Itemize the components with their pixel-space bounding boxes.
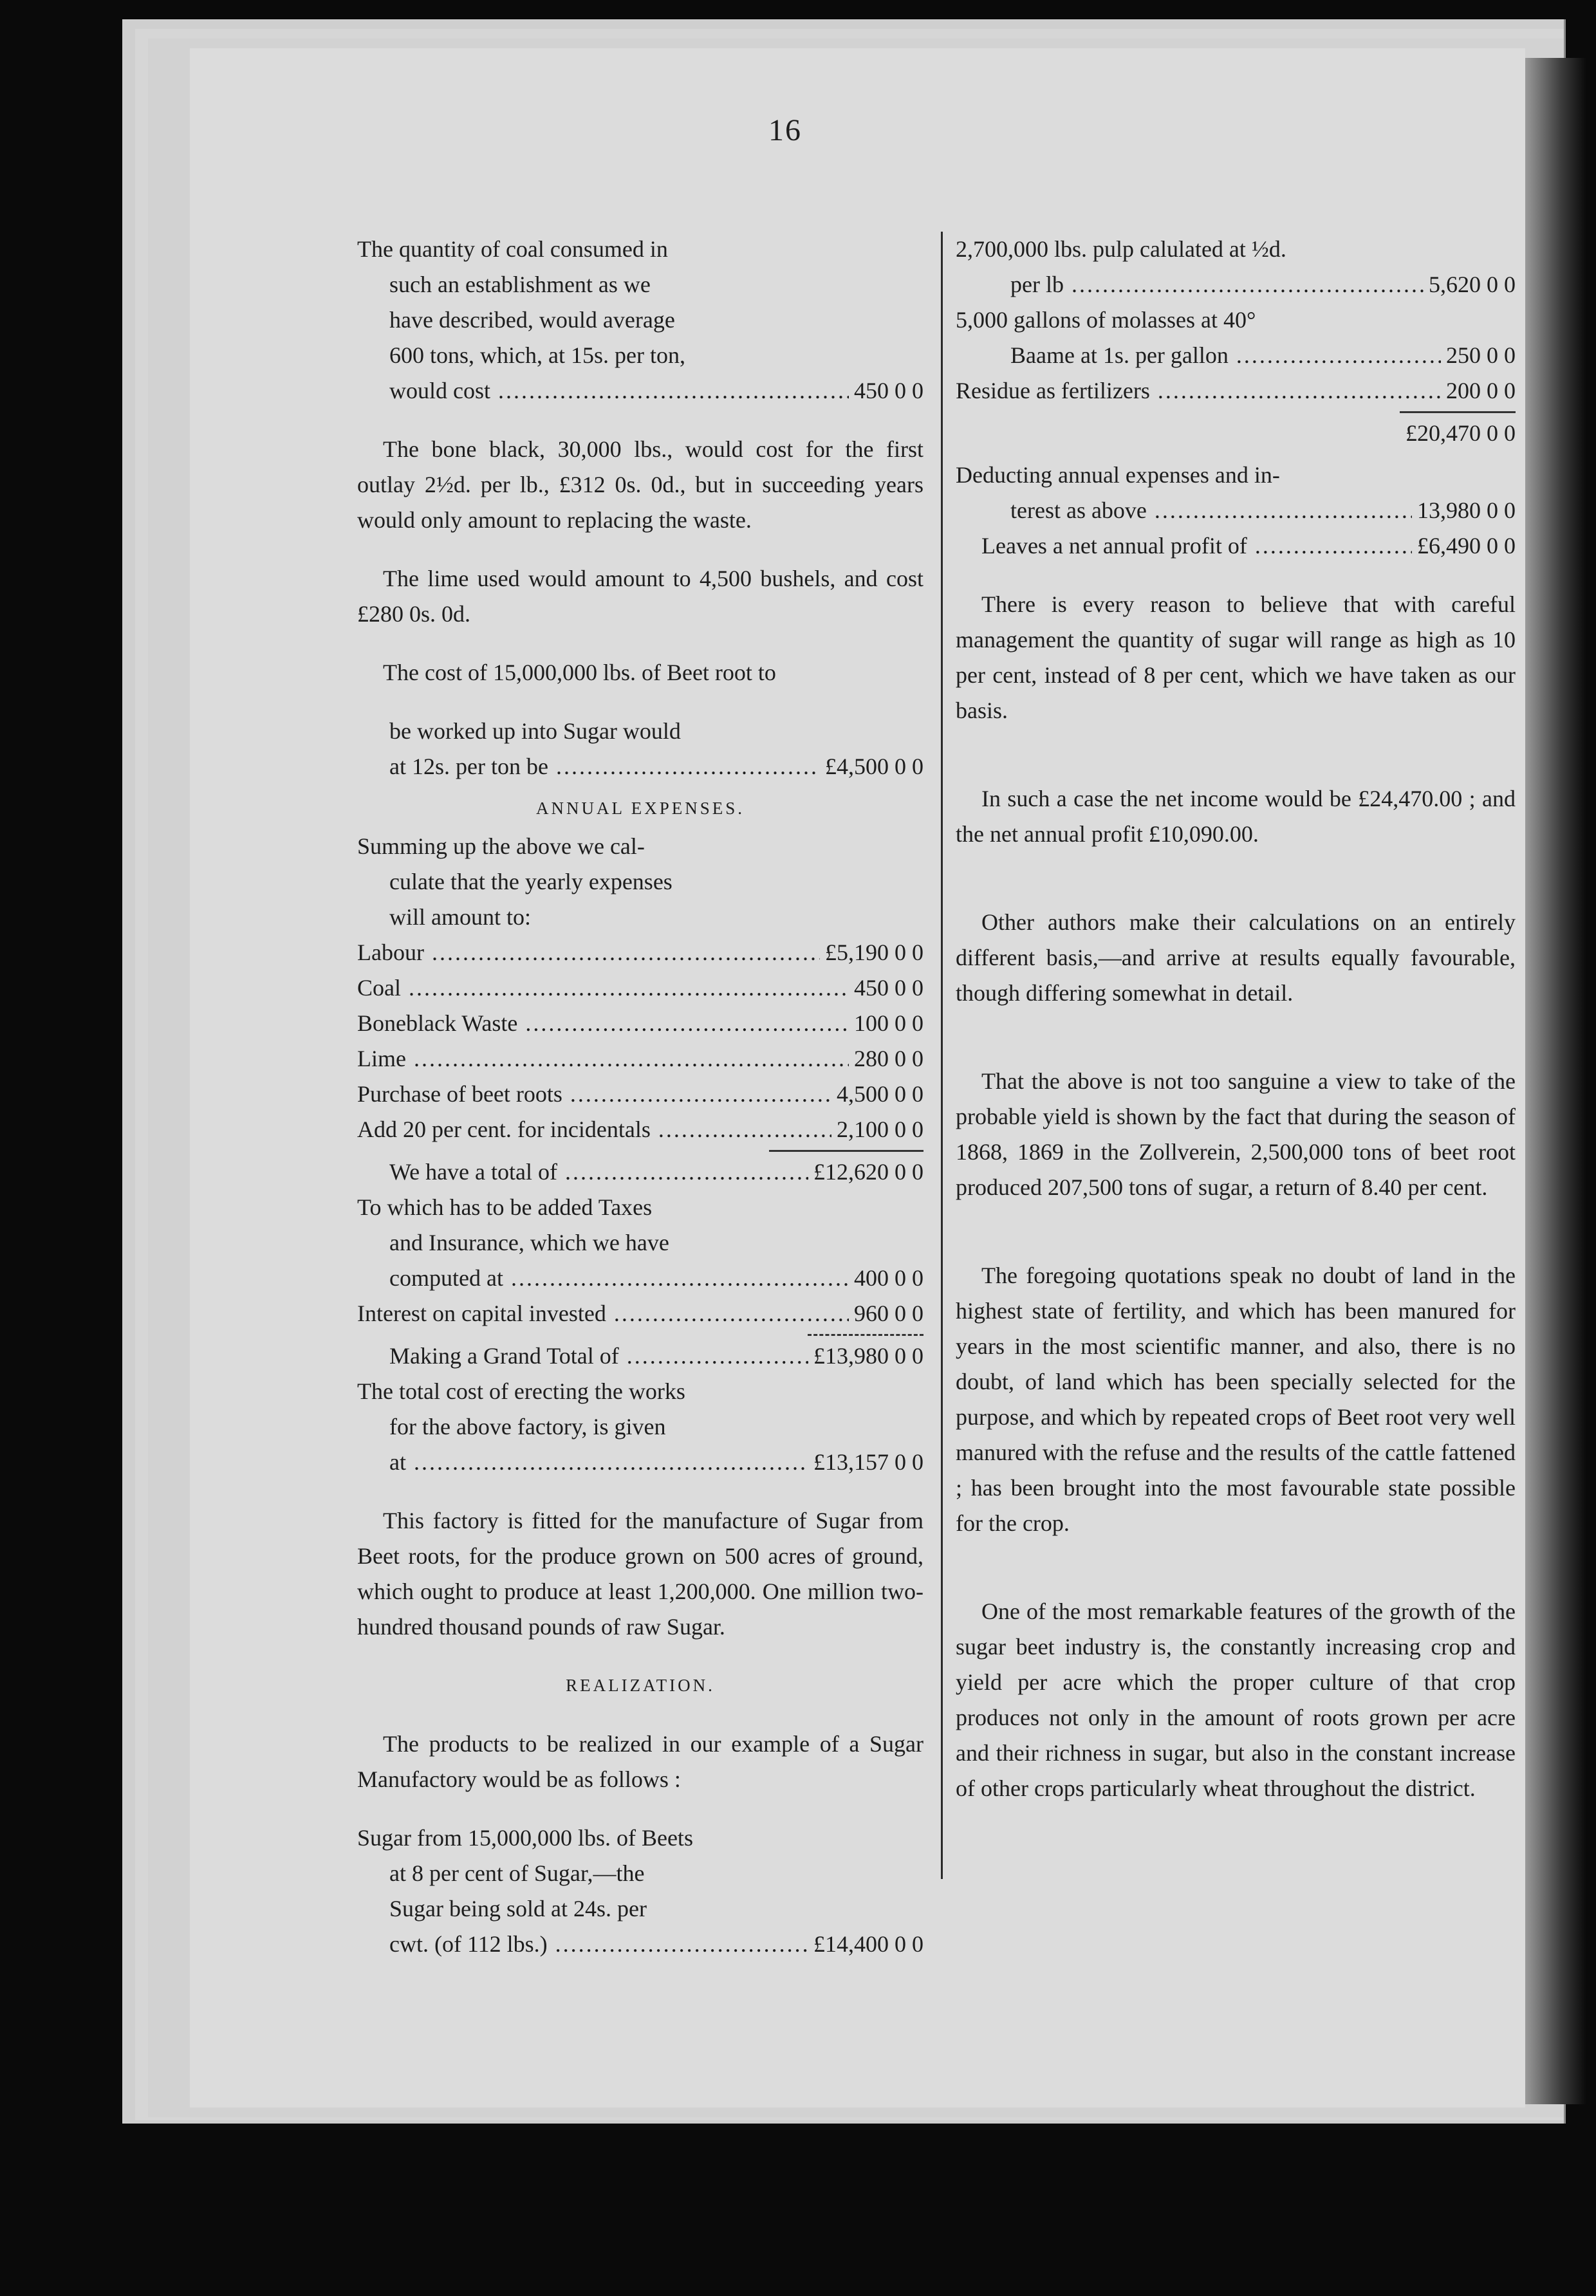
- products-paragraph: The products to be realized in our example of a Sugar Manufactory would be as follows :: [357, 1731, 923, 1792]
- expense-row: Lime ..... 280 0 0: [357, 1041, 923, 1077]
- lime-paragraph: The lime used would amount to 4,500 bushels, and cost £280 0s. 0d.: [357, 566, 923, 627]
- expense-row: Boneblack Waste ..... 100 0 0: [357, 1006, 923, 1041]
- annual-expenses-heading: ANNUAL EXPENSES.: [535, 799, 745, 818]
- coal-cost-row: would cost ..... 450 0 0: [357, 373, 923, 409]
- paragraph: In such a case the net income would be £24,470.00 ; and the net annual profit £10,090.00.: [956, 786, 1516, 847]
- realization-heading: REALIZATION.: [566, 1676, 715, 1695]
- taxes-row: computed at ..... 400 0 0: [357, 1261, 923, 1296]
- page-number: 16: [768, 113, 802, 147]
- interest-row: Interest on capital invested ..... 960 0 0: [357, 1296, 923, 1331]
- sum-rule: [808, 1334, 923, 1336]
- grand-total-row: Making a Grand Total of ..... £13,980 0 0: [357, 1338, 923, 1374]
- molasses-row: Baame at 1s. per gallon ..... 250 0 0: [956, 338, 1516, 373]
- column-divider: [941, 232, 943, 1879]
- deducting-row: terest as above ..... 13,980 0 0: [956, 493, 1516, 528]
- net-profit-row: Leaves a net annual profit of ..... £6,490 0 0: [956, 528, 1516, 564]
- page-shadow: [1525, 58, 1586, 2104]
- right-column: 2,700,000 lbs. pulp calulated at ½d. per lb ..... 5,620 0 0 5,000 gallons of molasses at 40° Baame at 1s. per gallon ..... 250 0 0 Residue as fertilizers ..... 200 0 0 £20,470 0 0 Deducting annual expenses and in- terest as above ..... 13,980 0 0 Leaves a net annual profit of ..... £6,490 0 0 There is every reason to believe that with careful management the quantity of sugar will range as high as 10 per cent, instead of 8 per cent, which we have taken as our basis. In such a case the net income would be £24,470.00 ; and the net annual profit £10,090.00. Other authors make their calculations on an entirely different basis,—and arrive at results equally favourable, though differing somewhat in detail. That the above is not too sanguine a view to take of the probable yield is shown by the fact that during the season of 1868, 1869 in the Zollverein, 2,500,000 tons of beet root produced 207,500 tons of sugar, a return of 8.40 per cent. The foregoing quotations speak no doubt of land in the highest state of fertility, and which has been manured for years in the most scientific manner, and also, there is no doubt, of land which has been specially selected for the purpose, and which by repeated crops of Beet root very well manured with the refuse and the results of the cattle fattened ; has been brought into the most favourable state possible for the crop. One of the most remarkable features of the growth of the sugar beet industry is, the constantly increasing crop and yield per acre which the proper culture of that crop produces not only in the amount of roots grown per acre and their richness in sugar, but also in the constant increase of other crops particularly wheat throughout the district.: [956, 232, 1516, 1829]
- paragraph: One of the most remarkable features of the growth of the sugar beet industry is, the constantly increasing crop and yield per acre which the proper culture of that crop produces not only in the amount of roots grown per acre and their richness in sugar, but also in the constant increase of other crops particularly wheat throughout the district.: [956, 1598, 1516, 1801]
- expense-row: Purchase of beet roots ..... 4,500 0 0: [357, 1077, 923, 1112]
- residue-row: Residue as fertilizers ..... 200 0 0: [956, 373, 1516, 409]
- beet-cost-row: at 12s. per ton be ..... £4,500 0 0: [357, 749, 923, 784]
- coal-paragraph: The quantity of coal consumed in: [357, 236, 668, 262]
- expense-row: Coal ..... 450 0 0: [357, 970, 923, 1006]
- revenue-sum-row: £20,470 0 0: [1406, 420, 1516, 446]
- sum-rule: [1400, 411, 1516, 413]
- paragraph: There is every reason to believe that with careful management the quantity of sugar will range as high as 10 per cent, instead of 8 per cent, which we have taken as our basis.: [956, 591, 1516, 723]
- expense-row: Labour ..... £5,190 0 0: [357, 935, 923, 970]
- expense-row: Add 20 per cent. for incidentals ..... 2,100 0 0: [357, 1112, 923, 1147]
- paragraph: That the above is not too sanguine a view to take of the probable yield is shown by the fact that during the season of 1868, 1869 in the Zollverein, 2,500,000 tons of beet root produced 207,500 tons of sugar, a return of 8.40 per cent.: [956, 1068, 1516, 1200]
- sugar-revenue-row: cwt. (of 112 lbs.) ..... £14,400 0 0: [357, 1927, 923, 1962]
- boneblack-paragraph: The bone black, 30,000 lbs., would cost for the first outlay 2½d. per lb., £312 0s. 0d., but in succeeding years would only amount to replacing the waste.: [357, 436, 923, 533]
- paragraph: Other authors make their calculations on an entirely different basis,—and arrive at results equally favourable, though differing somewhat in detail.: [956, 909, 1516, 1006]
- total-row: We have a total of ..... £12,620 0 0: [357, 1154, 923, 1190]
- works-cost-row: at ..... £13,157 0 0: [357, 1445, 923, 1480]
- expenses-list: [357, 935, 923, 1147]
- paragraph: The foregoing quotations speak no doubt of land in the highest state of fertility, and which has been manured for years in the most scientific manner, and also, there is no doubt, of land which has been specially selected for the purpose, and which by repeated crops of Beet root very well manured with the refuse and the results of the cattle fattened ; has been brought into the most favourable state possible for the crop.: [956, 1263, 1516, 1536]
- pulp-row: per lb ..... 5,620 0 0: [956, 267, 1516, 302]
- sum-rule: [769, 1150, 923, 1152]
- left-column: The quantity of coal consumed in such an establishment as we have described, would average 600 tons, which, at 15s. per ton, would cost ..... 450 0 0 The bone black, 30,000 lbs., would cost for the first outlay 2½d. per lb., £312 0s. 0d., but in succeeding years would only amount to replacing the waste. The lime used would amount to 4,500 bushels, and cost £280 0s. 0d. The cost of 15,000,000 lbs. of Beet root to be worked up into Sugar would at 12s. per ton be ..... £4,500 0 0 ANNUAL EXPENSES. Summing up the above we cal- culate that the yearly expenses will amount to: Labour ..... £5,190 0 0 Coal ..... 450 0 0 Boneblack Waste ..... 100 0 0 Lime ..... 280 0 0 Purchase of beet roots ..... 4,500 0 0 Add 20 per cent. for incidentals ..... 2,100 0 0 We have a total of ..... £12,620 0 0 To which has to be added Taxes and Insurance, which we have computed at ..... 400 0 0 Interest on capital invested ..... 960 0 0 Making a Grand Total of ..... £13,980 0 0 The total cost of erecting the works for the above factory, is given at ..... £13,157 0 0 This factory is fitted for the manufacture of Sugar from Beet roots, for the produce grown on 500 acres of ground, which ought to produce at least 1,200,000. One million two-hundred thousand pounds of raw Sugar. REALIZATION. The products to be realized in our example of a Sugar Manufactory would be as follows : Sugar from 15,000,000 lbs. of Beets at 8 per cent of Sugar,—the Sugar being sold at 24s. per cwt. (of 112 lbs.) ..... £14,400 0 0: [357, 232, 923, 1962]
- factory-paragraph: This factory is fitted for the manufacture of Sugar from Beet roots, for the produce grown on 500 acres of ground, which ought to produce at least 1,200,000. One million two-hundred thousand pounds of raw Sugar.: [357, 1508, 923, 1640]
